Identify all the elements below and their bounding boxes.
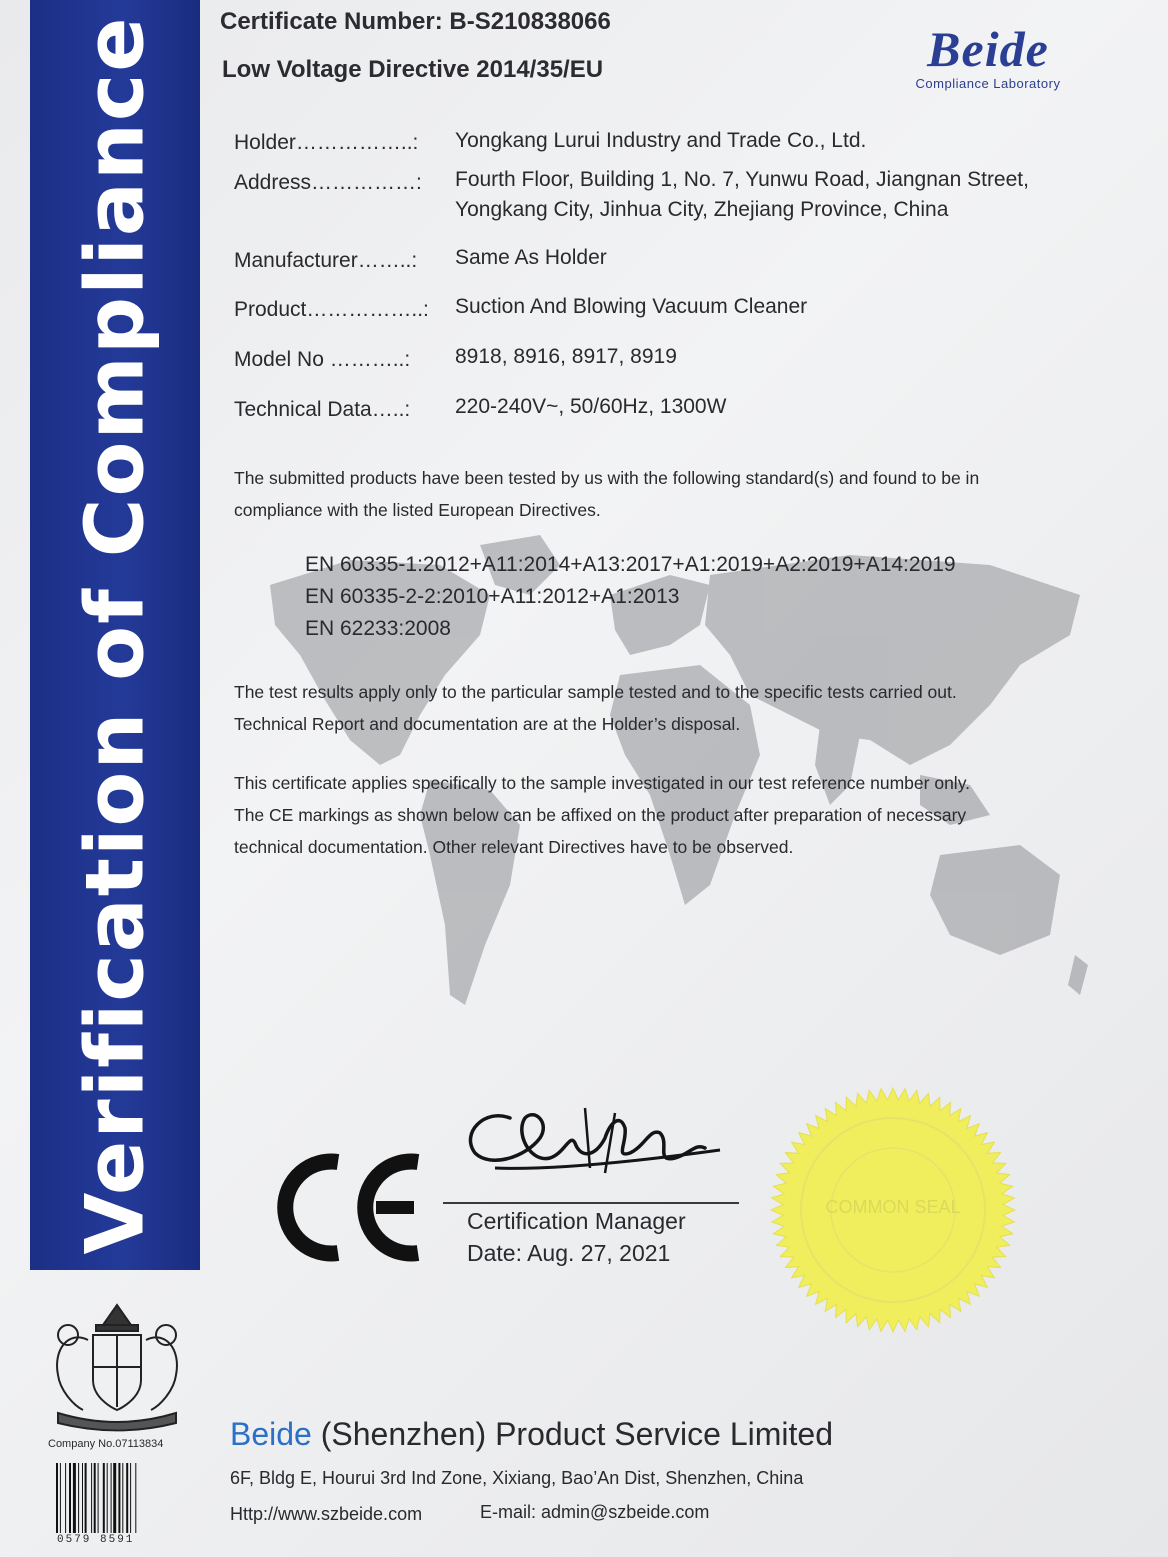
barcode-icon <box>55 1463 160 1535</box>
barcode-bar <box>60 1463 61 1533</box>
applies-line-2: The CE markings as shown below can be affixed on the product after preparation of necessary <box>234 805 967 825</box>
barcode-bar <box>94 1463 96 1533</box>
logo-subtitle: Compliance Laboratory <box>915 76 1061 91</box>
barcode-bar <box>130 1463 131 1533</box>
applies-paragraph <box>234 767 1084 863</box>
barcode-bar <box>56 1463 58 1533</box>
product-value: Suction And Blowing Vacuum Cleaner <box>455 295 808 318</box>
ce-mark-icon <box>268 1150 428 1265</box>
barcode-bar <box>85 1463 87 1533</box>
model-value: 8918, 8916, 8917, 8919 <box>455 345 677 368</box>
sidebar-title: Verification of Compliance <box>68 15 162 1255</box>
manufacturer-label: Manufacturer……..: <box>234 249 418 272</box>
intro-paragraph <box>234 462 1084 526</box>
company-name <box>230 1416 833 1453</box>
barcode-bar <box>82 1463 83 1533</box>
directive-title: Low Voltage Directive 2014/35/EU <box>222 56 604 83</box>
barcode-bar <box>118 1463 120 1533</box>
barcode-bar <box>135 1463 136 1533</box>
common-seal-icon <box>768 1085 1018 1335</box>
barcode-bar <box>111 1463 112 1533</box>
standard-3: EN 62233:2008 <box>305 617 451 640</box>
model-label: Model No ………..: <box>234 348 411 371</box>
barcode-bar <box>73 1463 76 1533</box>
company-address: 6F, Bldg E, Hourui 3rd Ind Zone, Xixiang, Bao’An Dist, Shenzhen, China <box>230 1468 804 1488</box>
barcode-bar <box>69 1463 71 1533</box>
applies-line-1: This certificate applies specifically to the sample investigated in our test reference number only. <box>234 773 971 793</box>
company-website: Http://www.szbeide.com <box>230 1504 423 1524</box>
company-number: Company No.07113834 <box>48 1438 164 1450</box>
logo-name: Beide <box>927 21 1049 77</box>
barcode-bar <box>78 1463 79 1533</box>
standard-2: EN 60335-2-2:2010+A11:2012+A1:2013 <box>305 585 680 608</box>
applies-line-3: technical documentation. Other relevant Directives have to be observed. <box>234 837 794 857</box>
signature-line <box>443 1202 739 1204</box>
company-email: E-mail: admin@szbeide.com <box>480 1502 710 1522</box>
results-line-2: Technical Report and documentation are at the Holder’s disposal. <box>234 714 741 734</box>
barcode-bar <box>103 1463 105 1533</box>
technical-data-label: Technical Data…..: <box>234 398 411 421</box>
results-paragraph <box>234 676 1084 740</box>
company-brand: Beide <box>230 1416 312 1452</box>
intro-line-2: compliance with the listed European Directives. <box>234 500 601 520</box>
barcode-bar <box>126 1463 128 1533</box>
royal-coat-of-arms-icon <box>38 1295 196 1435</box>
standard-1: EN 60335-1:2012+A11:2014+A13:2017+A1:2019+A2:2019+A14:2019 <box>305 553 956 576</box>
handwritten-signature-icon <box>455 1088 735 1198</box>
manufacturer-value: Same As Holder <box>455 246 607 269</box>
barcode-bar <box>113 1463 116 1533</box>
barcode-bar <box>91 1463 92 1533</box>
company-name-rest: (Shenzhen) Product Service Limited <box>320 1416 833 1452</box>
holder-label: Holder……………..: <box>234 131 419 154</box>
results-line-1: The test results apply only to the particular sample tested and to the specific tests carried out. <box>234 682 957 702</box>
barcode-bar <box>122 1463 123 1533</box>
certificate-number: Certificate Number: B-S210838066 <box>220 8 611 35</box>
certification-manager-title: Certification Manager <box>467 1208 686 1234</box>
barcode-bar <box>107 1463 108 1533</box>
barcode-number: 0579 8591 <box>57 1534 135 1546</box>
certificate-date: Date: Aug. 27, 2021 <box>467 1240 671 1266</box>
address-line-2: Yongkang City, Jinhua City, Zhejiang Province, China <box>455 198 949 221</box>
holder-value: Yongkang Lurui Industry and Trade Co., Ltd. <box>455 129 867 152</box>
seal-text: COMMON SEAL <box>825 1197 961 1217</box>
barcode-bar <box>65 1463 66 1533</box>
product-label: Product……………..: <box>234 298 429 321</box>
address-line-1: Fourth Floor, Building 1, No. 7, Yunwu Road, Jiangnan Street, <box>455 168 1029 191</box>
beide-logo <box>888 21 1088 91</box>
address-label: Address……………: <box>234 171 422 194</box>
barcode-bar <box>98 1463 99 1533</box>
sidebar-band <box>30 0 200 1270</box>
technical-data-value: 220-240V~, 50/60Hz, 1300W <box>455 395 727 418</box>
intro-line-1: The submitted products have been tested by us with the following standard(s) and found to be in <box>234 468 980 488</box>
